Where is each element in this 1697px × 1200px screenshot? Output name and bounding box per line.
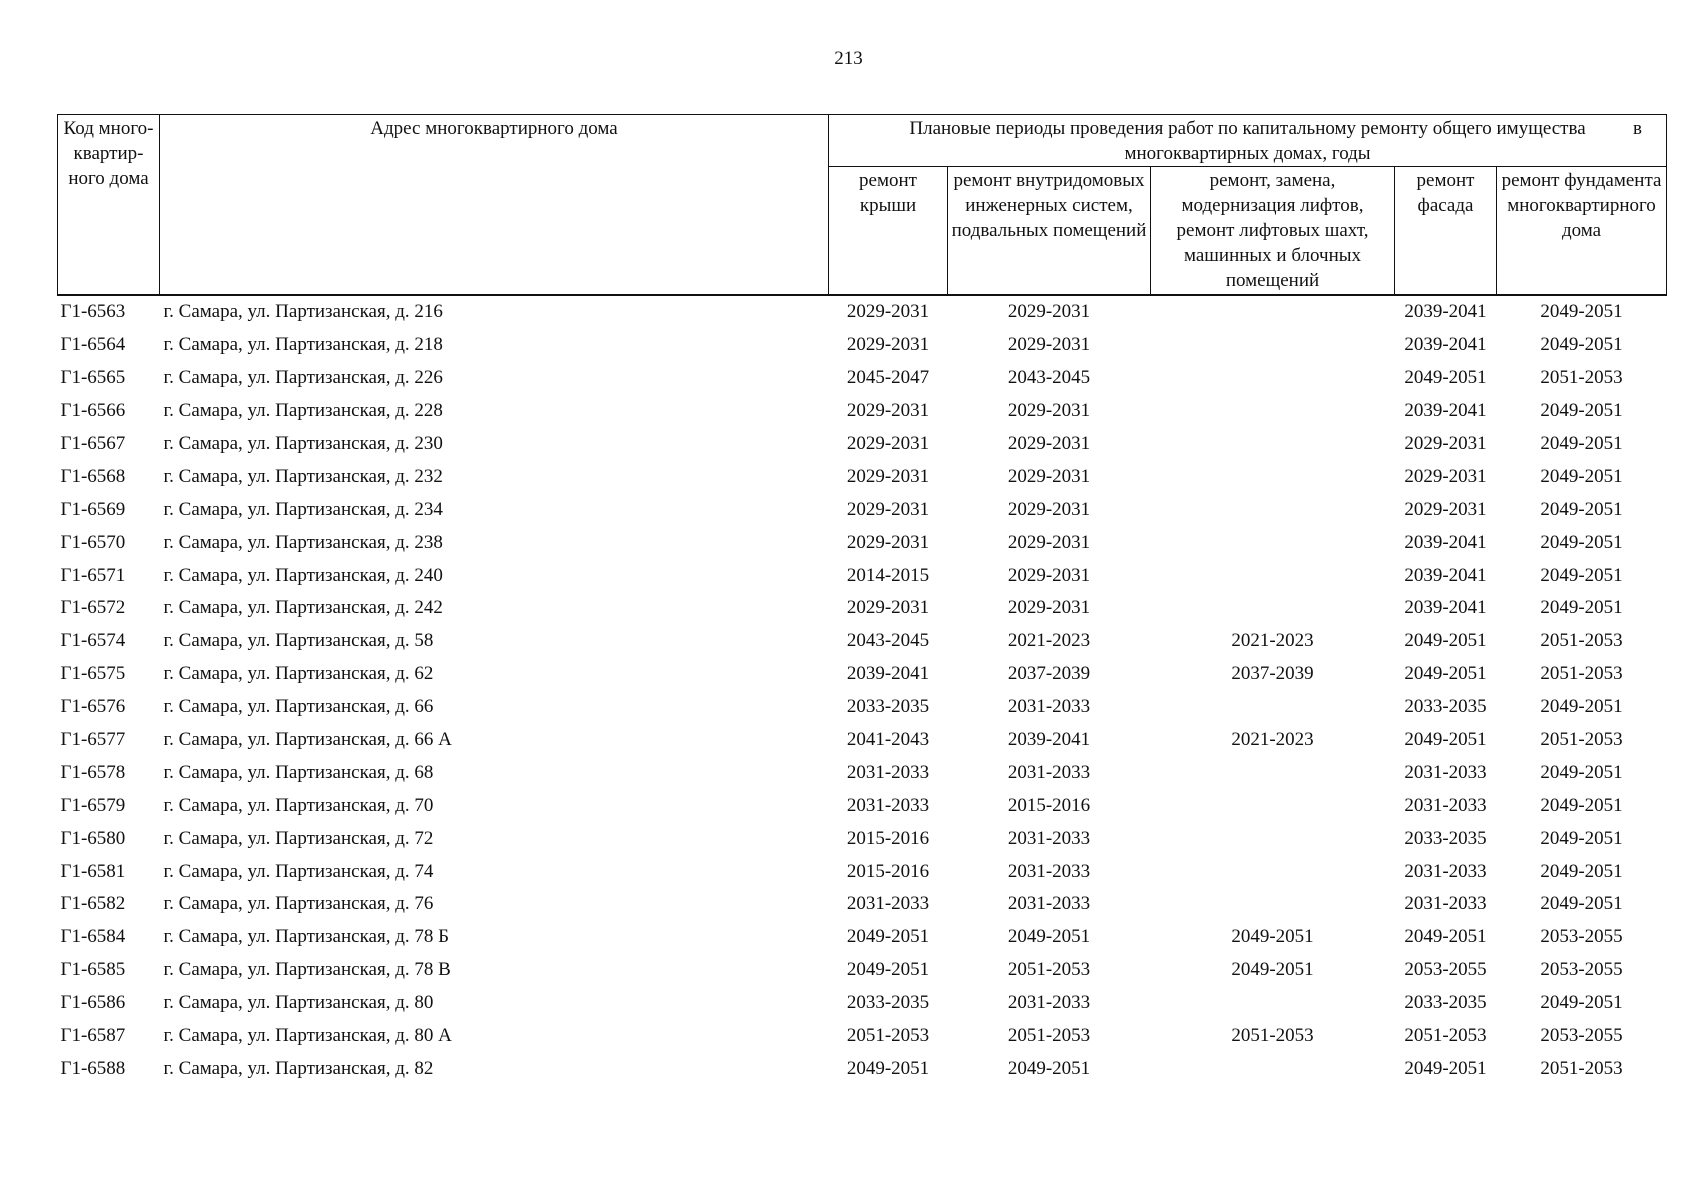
- table-row: [58, 625, 1667, 658]
- cell-address: г. Самара, ул. Партизанская, д. 240: [163, 564, 443, 586]
- cell-roof: 2031-2033: [846, 761, 930, 783]
- repair-schedule-table: [57, 114, 1667, 1085]
- header-code: Код много-квартир-ного дома: [58, 115, 160, 296]
- cell-foundation: 2051-2053: [1540, 630, 1623, 652]
- cell-roof: 2045-2047: [846, 367, 930, 389]
- header-address: Адрес многоквартирного дома: [160, 115, 829, 296]
- cell-address: г. Самара, ул. Партизанская, д. 238: [163, 531, 443, 553]
- cell-engineering: 2029-2031: [1007, 498, 1091, 520]
- cell-code: Г1-6564: [60, 334, 126, 356]
- cell-code: Г1-6584: [60, 926, 126, 948]
- cell-elevators: 2049-2051: [1231, 959, 1314, 981]
- cell-facade: 2039-2041: [1404, 597, 1487, 619]
- cell-address: г. Самара, ул. Партизанская, д. 80: [163, 992, 434, 1014]
- cell-address: г. Самара, ул. Партизанская, д. 232: [163, 465, 443, 487]
- cell-facade: 2033-2035: [1404, 827, 1487, 849]
- cell-facade: 2029-2031: [1404, 433, 1487, 454]
- cell-foundation: 2053-2055: [1540, 926, 1623, 948]
- header-foundation: ремонт фундамента многоквартирного дома: [1497, 167, 1667, 296]
- cell-elevators: 2037-2039: [1231, 663, 1314, 685]
- cell-roof: 2015-2016: [846, 827, 930, 849]
- cell-engineering: 2051-2053: [1007, 1025, 1091, 1047]
- cell-engineering: 2051-2053: [1007, 959, 1091, 981]
- cell-engineering: 2029-2031: [1007, 433, 1091, 454]
- cell-engineering: 2031-2033: [1007, 761, 1091, 783]
- cell-address: г. Самара, ул. Партизанская, д. 78 Б: [163, 926, 450, 948]
- cell-code: Г1-6588: [60, 1057, 126, 1079]
- cell-roof: 2029-2031: [846, 400, 930, 422]
- cell-code: Г1-6586: [60, 992, 126, 1014]
- cell-elevators: [1151, 822, 1395, 855]
- cell-elevators: 2021-2023: [1231, 630, 1314, 652]
- cell-elevators: [1151, 395, 1395, 428]
- cell-foundation: 2049-2051: [1540, 794, 1623, 816]
- cell-roof: 2039-2041: [846, 663, 930, 685]
- cell-roof: 2014-2015: [846, 564, 930, 586]
- cell-foundation: 2049-2051: [1540, 531, 1623, 553]
- cell-roof: 2033-2035: [846, 696, 930, 718]
- cell-foundation: 2051-2053: [1540, 367, 1623, 389]
- cell-facade: 2029-2031: [1404, 498, 1487, 520]
- cell-foundation: 2049-2051: [1540, 696, 1623, 718]
- cell-roof: 2043-2045: [846, 630, 930, 652]
- cell-code: Г1-6563: [60, 301, 126, 323]
- cell-address: г. Самара, ул. Партизанская, д. 68: [163, 761, 434, 783]
- cell-roof: 2051-2053: [846, 1025, 930, 1047]
- cell-foundation: 2049-2051: [1540, 992, 1623, 1014]
- cell-foundation: 2051-2053: [1540, 1057, 1623, 1079]
- cell-engineering: 2029-2031: [1007, 400, 1091, 422]
- table-body: [58, 295, 1667, 1085]
- cell-facade: 2031-2033: [1404, 794, 1487, 816]
- cell-address: г. Самара, ул. Партизанская, д. 66 А: [163, 729, 452, 751]
- table-row: [58, 526, 1667, 559]
- cell-address: г. Самара, ул. Партизанская, д. 74: [163, 860, 434, 882]
- cell-code: Г1-6575: [60, 663, 126, 685]
- cell-roof: 2049-2051: [846, 926, 930, 948]
- cell-address: г. Самара, ул. Партизанская, д. 80 А: [163, 1025, 452, 1047]
- cell-code: Г1-6569: [60, 498, 126, 520]
- cell-foundation: 2049-2051: [1540, 400, 1623, 422]
- cell-facade: 2031-2033: [1404, 893, 1487, 915]
- cell-engineering: 2037-2039: [1007, 663, 1091, 685]
- table-row: [58, 822, 1667, 855]
- cell-engineering: 2031-2033: [1007, 893, 1091, 915]
- table-row: [58, 460, 1667, 493]
- table-row: [58, 493, 1667, 526]
- table-row: [58, 987, 1667, 1020]
- cell-foundation: 2049-2051: [1540, 334, 1623, 356]
- cell-facade: 2049-2051: [1404, 663, 1487, 685]
- cell-address: г. Самара, ул. Партизанская, д. 226: [163, 367, 443, 389]
- cell-elevators: [1151, 295, 1395, 329]
- table-row: [58, 592, 1667, 625]
- cell-elevators: [1151, 987, 1395, 1020]
- cell-elevators: [1151, 888, 1395, 921]
- cell-engineering: 2021-2023: [1007, 630, 1091, 652]
- header-facade: ремонт фасада: [1395, 167, 1497, 296]
- cell-elevators: 2021-2023: [1231, 729, 1314, 751]
- cell-address: г. Самара, ул. Партизанская, д. 78 В: [163, 959, 451, 981]
- table-row: [58, 428, 1667, 461]
- header-periods-title-main: Плановые периоды проведения работ по капитальному ремонту общего имущества: [909, 118, 1586, 139]
- cell-roof: 2029-2031: [846, 433, 930, 454]
- table-row: [58, 691, 1667, 724]
- cell-facade: 2031-2033: [1404, 860, 1487, 882]
- cell-roof: 2031-2033: [846, 794, 930, 816]
- table-row: [58, 888, 1667, 921]
- cell-foundation: 2049-2051: [1540, 860, 1623, 882]
- cell-foundation: 2051-2053: [1540, 663, 1623, 685]
- cell-address: г. Самара, ул. Партизанская, д. 66: [163, 696, 434, 718]
- cell-facade: 2051-2053: [1404, 1025, 1487, 1047]
- cell-address: г. Самара, ул. Партизанская, д. 216: [163, 301, 443, 323]
- cell-code: Г1-6568: [60, 465, 126, 487]
- cell-foundation: 2049-2051: [1540, 893, 1623, 915]
- cell-engineering: 2031-2033: [1007, 860, 1091, 882]
- cell-elevators: [1151, 559, 1395, 592]
- cell-foundation: 2053-2055: [1540, 959, 1623, 981]
- cell-address: г. Самара, ул. Партизанская, д. 76: [163, 893, 434, 915]
- table-row: [58, 559, 1667, 592]
- cell-engineering: 2043-2045: [1007, 367, 1091, 389]
- cell-roof: 2029-2031: [846, 465, 930, 487]
- cell-roof: 2041-2043: [846, 729, 930, 751]
- cell-roof: 2033-2035: [846, 992, 930, 1014]
- cell-facade: 2029-2031: [1404, 465, 1487, 487]
- cell-facade: 2049-2051: [1404, 729, 1487, 751]
- cell-elevators: [1151, 855, 1395, 888]
- cell-address: г. Самара, ул. Партизанская, д. 72: [163, 827, 434, 849]
- cell-roof: 2015-2016: [846, 860, 930, 882]
- cell-facade: 2039-2041: [1404, 400, 1487, 422]
- cell-elevators: [1151, 493, 1395, 526]
- cell-elevators: [1151, 362, 1395, 395]
- cell-engineering: 2031-2033: [1007, 696, 1091, 718]
- page-number: 213: [834, 48, 863, 69]
- cell-facade: 2053-2055: [1404, 959, 1487, 981]
- cell-foundation: 2049-2051: [1540, 761, 1623, 783]
- cell-code: Г1-6572: [60, 597, 126, 619]
- cell-engineering: 2031-2033: [1007, 992, 1091, 1014]
- cell-facade: 2039-2041: [1404, 334, 1487, 356]
- cell-elevators: 2051-2053: [1231, 1025, 1314, 1047]
- cell-engineering: 2031-2033: [1007, 827, 1091, 849]
- cell-roof: 2029-2031: [846, 498, 930, 520]
- cell-facade: 2049-2051: [1404, 630, 1487, 652]
- cell-engineering: 2029-2031: [1007, 564, 1091, 586]
- cell-address: г. Самара, ул. Партизанская, д. 230: [163, 433, 443, 454]
- cell-foundation: 2049-2051: [1540, 827, 1623, 849]
- cell-address: г. Самара, ул. Партизанская, д. 62: [163, 663, 434, 685]
- cell-address: г. Самара, ул. Партизанская, д. 242: [163, 597, 443, 619]
- cell-elevators: [1151, 526, 1395, 559]
- cell-elevators: [1151, 329, 1395, 362]
- cell-foundation: 2051-2053: [1540, 729, 1623, 751]
- cell-engineering: 2039-2041: [1007, 729, 1091, 751]
- table-row: [58, 362, 1667, 395]
- cell-engineering: 2029-2031: [1007, 465, 1091, 487]
- cell-code: Г1-6566: [60, 400, 126, 422]
- cell-code: Г1-6580: [60, 827, 126, 849]
- cell-code: Г1-6587: [60, 1025, 126, 1047]
- table-header: [58, 115, 1667, 296]
- cell-code: Г1-6579: [60, 794, 126, 816]
- cell-code: Г1-6581: [60, 860, 126, 882]
- table-row: [58, 756, 1667, 789]
- cell-elevators: [1151, 592, 1395, 625]
- cell-foundation: 2049-2051: [1540, 564, 1623, 586]
- cell-facade: 2049-2051: [1404, 926, 1487, 948]
- cell-facade: 2033-2035: [1404, 992, 1487, 1014]
- cell-address: г. Самара, ул. Партизанская, д. 70: [163, 794, 434, 816]
- header-engineering: ремонт внутридомовых инженерных систем, подвальных помещений: [948, 167, 1151, 296]
- cell-roof: 2029-2031: [846, 597, 930, 619]
- header-periods-title: [829, 115, 1667, 167]
- cell-foundation: 2049-2051: [1540, 465, 1623, 487]
- cell-code: Г1-6570: [60, 531, 126, 553]
- cell-foundation: 2049-2051: [1540, 597, 1623, 619]
- cell-elevators: [1151, 756, 1395, 789]
- table-row: [58, 329, 1667, 362]
- cell-engineering: 2029-2031: [1007, 531, 1091, 553]
- cell-facade: 2031-2033: [1404, 761, 1487, 783]
- cell-engineering: 2049-2051: [1007, 1057, 1091, 1079]
- cell-elevators: [1151, 460, 1395, 493]
- cell-roof: 2031-2033: [846, 893, 930, 915]
- table-row: [58, 658, 1667, 691]
- cell-code: Г1-6576: [60, 696, 126, 718]
- header-periods-title-in: в: [1633, 118, 1643, 139]
- cell-facade: 2049-2051: [1404, 1057, 1487, 1079]
- table-row: [58, 395, 1667, 428]
- cell-roof: 2049-2051: [846, 1057, 930, 1079]
- table-row: [58, 1052, 1667, 1085]
- cell-code: Г1-6567: [60, 433, 126, 454]
- cell-code: Г1-6565: [60, 367, 126, 389]
- cell-engineering: 2029-2031: [1007, 301, 1091, 323]
- header-roof: ремонт крыши: [829, 167, 948, 296]
- cell-foundation: 2049-2051: [1540, 498, 1623, 520]
- table-row: [58, 789, 1667, 822]
- cell-elevators: [1151, 1052, 1395, 1085]
- table-row: [58, 921, 1667, 954]
- cell-elevators: 2049-2051: [1231, 926, 1314, 948]
- cell-engineering: 2015-2016: [1007, 794, 1091, 816]
- cell-engineering: 2029-2031: [1007, 334, 1091, 356]
- cell-foundation: 2053-2055: [1540, 1025, 1623, 1047]
- cell-engineering: 2049-2051: [1007, 926, 1091, 948]
- cell-elevators: [1151, 428, 1395, 461]
- cell-roof: 2049-2051: [846, 959, 930, 981]
- cell-facade: 2049-2051: [1404, 367, 1487, 389]
- cell-code: Г1-6578: [60, 761, 126, 783]
- cell-address: г. Самара, ул. Партизанская, д. 58: [163, 630, 434, 652]
- table-row: [58, 724, 1667, 757]
- cell-elevators: [1151, 789, 1395, 822]
- header-periods-title-tail: многоквартирных домах, годы: [1124, 143, 1371, 164]
- cell-address: г. Самара, ул. Партизанская, д. 234: [163, 498, 443, 520]
- cell-roof: 2029-2031: [846, 531, 930, 553]
- cell-foundation: 2049-2051: [1540, 433, 1623, 454]
- cell-code: Г1-6577: [60, 729, 126, 751]
- cell-facade: 2033-2035: [1404, 696, 1487, 718]
- cell-roof: 2029-2031: [846, 334, 930, 356]
- cell-facade: 2039-2041: [1404, 564, 1487, 586]
- cell-code: Г1-6585: [60, 959, 126, 981]
- table-row: [58, 1020, 1667, 1053]
- cell-foundation: 2049-2051: [1540, 301, 1623, 323]
- table-row: [58, 954, 1667, 987]
- cell-roof: 2029-2031: [846, 301, 930, 323]
- cell-address: г. Самара, ул. Партизанская, д. 218: [163, 334, 443, 356]
- cell-engineering: 2029-2031: [1007, 597, 1091, 619]
- cell-facade: 2039-2041: [1404, 531, 1487, 553]
- cell-address: г. Самара, ул. Партизанская, д. 228: [163, 400, 443, 422]
- header-elevators: ремонт, замена, модернизация лифтов, ремонт лифтовых шахт, машинных и блочных помещений: [1151, 167, 1395, 296]
- cell-address: г. Самара, ул. Партизанская, д. 82: [163, 1057, 434, 1079]
- cell-code: Г1-6582: [60, 893, 126, 915]
- table-row: [58, 295, 1667, 329]
- cell-facade: 2039-2041: [1404, 301, 1487, 323]
- cell-code: Г1-6571: [60, 564, 126, 586]
- cell-elevators: [1151, 691, 1395, 724]
- cell-code: Г1-6574: [60, 630, 126, 652]
- table-row: [58, 855, 1667, 888]
